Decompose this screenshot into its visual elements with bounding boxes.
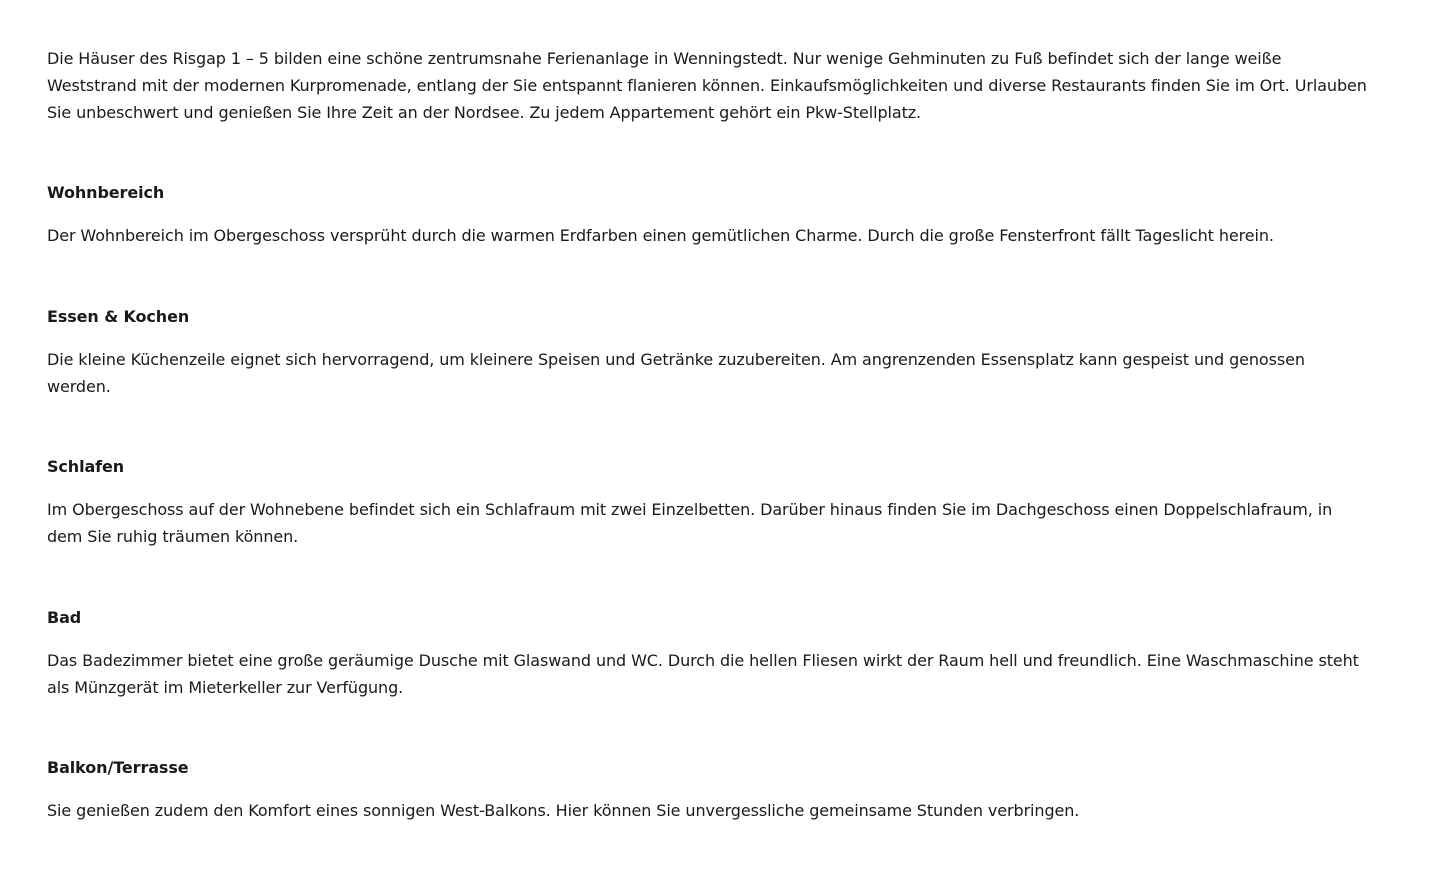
section-balkon-terrasse	[47, 756, 1367, 824]
section-essen-kochen	[47, 305, 1367, 400]
section-heading: Balkon/Terrasse	[47, 758, 189, 777]
intro-paragraph: Die Häuser des Risgap 1 – 5 bilden eine schöne zentrumsnahe Ferienanlage in Wenningstedt. Nur wenige Gehminuten zu Fuß befindet sich der lange weiße Weststrand mit der modernen Kurpromenade, entlang der Sie entspannt flanieren können. Einkaufsmöglichkeiten und diverse Restaurants finden Sie im Ort. Urlauben Sie unbeschwert und genießen Sie Ihre Zeit an der Nordsee. Zu jedem Appartement gehört ein Pkw-Stellplatz.	[47, 49, 1367, 122]
section-text: Das Badezimmer bietet eine große geräumige Dusche mit Glaswand und WC. Durch die hellen Fliesen wirkt der Raum hell und freundlich. Eine Waschmaschine steht als Münzgerät im Mieterkeller zur Verfügung.	[47, 651, 1359, 697]
section-wohnbereich	[47, 181, 1367, 249]
section-text: Der Wohnbereich im Obergeschoss versprüht durch die warmen Erdfarben einen gemütlichen Charme. Durch die große Fensterfront fällt Tageslicht herein.	[47, 226, 1274, 245]
section-heading: Wohnbereich	[47, 183, 165, 202]
section-bad	[47, 606, 1367, 701]
section-heading: Schlafen	[47, 457, 125, 476]
section-text: Die kleine Küchenzeile eignet sich hervorragend, um kleinere Speisen und Getränke zuzubereiten. Am angrenzenden Essensplatz kann gespeist und genossen werden.	[47, 350, 1305, 396]
section-heading: Bad	[47, 608, 82, 627]
section-text: Im Obergeschoss auf der Wohnebene befindet sich ein Schlafraum mit zwei Einzelbetten. Darüber hinaus finden Sie im Dachgeschoss einen Doppelschlafraum, in dem Sie ruhig träumen können.	[47, 500, 1333, 546]
section-schlafen	[47, 455, 1367, 550]
section-text: Sie genießen zudem den Komfort eines sonnigen West-Balkons. Hier können Sie unvergessliche gemeinsame Stunden verbringen.	[47, 801, 1080, 820]
section-heading: Essen & Kochen	[47, 307, 190, 326]
